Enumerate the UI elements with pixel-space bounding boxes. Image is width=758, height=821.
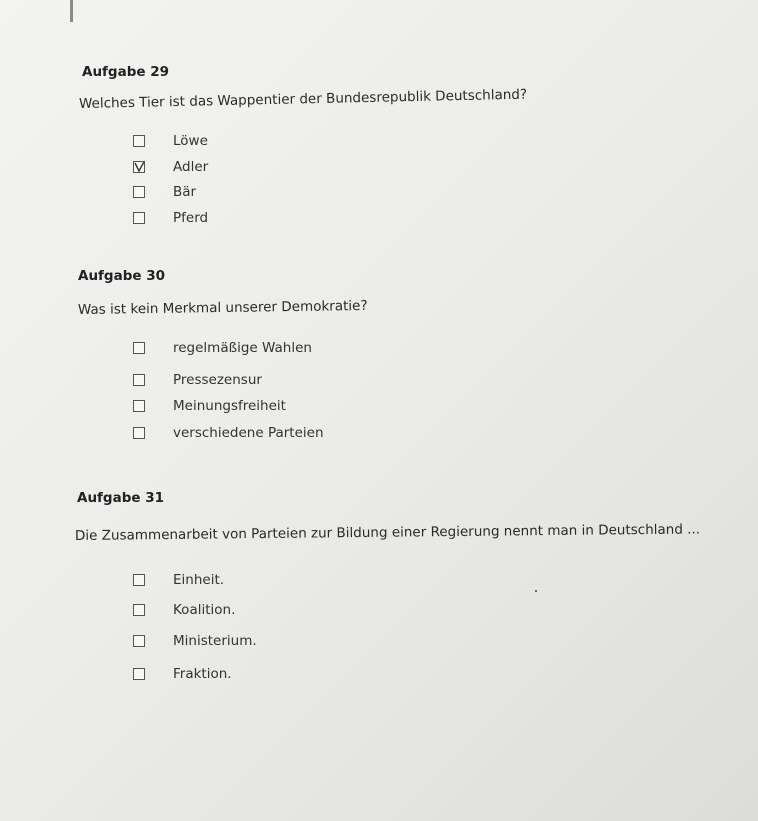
option-label: Einheit.: [173, 572, 225, 588]
checkbox[interactable]: [133, 374, 145, 386]
option-label: verschiedene Parteien: [173, 425, 324, 441]
paper-edge-mark: [70, 0, 73, 22]
checkbox[interactable]: [133, 635, 145, 647]
checkbox[interactable]: [133, 135, 145, 147]
checkbox-checked[interactable]: [133, 161, 145, 173]
task-31-option-2[interactable]: [133, 602, 235, 618]
task-29-option-1[interactable]: [133, 133, 208, 149]
task-31-title: Aufgabe 31: [77, 490, 165, 506]
task-30-question: Was ist kein Merkmal unserer Demokratie?: [77, 297, 368, 318]
task-31-question: Die Zusammenarbeit von Parteien zur Bildung einer Regierung nennt man in Deutschland ...: [74, 521, 701, 544]
task-31-option-4[interactable]: [133, 666, 232, 682]
option-label: Ministerium.: [173, 633, 257, 649]
checkbox[interactable]: [133, 400, 145, 412]
task-30-option-2[interactable]: [133, 372, 262, 388]
option-label: Bär: [173, 184, 197, 200]
option-label: Fraktion.: [173, 666, 232, 682]
option-label: Meinungsfreiheit: [173, 398, 286, 414]
option-label: Adler: [173, 159, 209, 175]
option-label: Koalition.: [173, 602, 236, 618]
checkbox[interactable]: [133, 342, 145, 354]
checkbox[interactable]: [133, 574, 145, 586]
task-29-option-4[interactable]: [133, 210, 208, 226]
checkbox[interactable]: [133, 668, 145, 680]
task-30-option-1[interactable]: [133, 340, 312, 356]
task-29-option-2[interactable]: [133, 159, 208, 175]
task-30-title: Aufgabe 30: [78, 268, 166, 284]
checkbox[interactable]: [133, 186, 145, 198]
task-30-option-3[interactable]: [133, 398, 286, 414]
checkbox[interactable]: [133, 604, 145, 616]
task-31-option-1[interactable]: [133, 572, 224, 588]
option-label: Löwe: [173, 133, 208, 149]
task-31-option-3[interactable]: [133, 633, 257, 649]
option-label: regelmäßige Wahlen: [173, 340, 312, 356]
task-30-option-4[interactable]: [133, 425, 324, 441]
paper-speck: [535, 590, 537, 592]
checkbox[interactable]: [133, 427, 145, 439]
check-mark-icon: [134, 162, 144, 172]
task-29-option-3[interactable]: [133, 184, 196, 200]
checkbox[interactable]: [133, 212, 145, 224]
option-label: Pressezensur: [173, 372, 262, 388]
task-29-question: Welches Tier ist das Wappentier der Bundesrepublik Deutschland?: [78, 86, 528, 112]
option-label: Pferd: [173, 210, 209, 226]
task-29-title: Aufgabe 29: [82, 64, 170, 80]
